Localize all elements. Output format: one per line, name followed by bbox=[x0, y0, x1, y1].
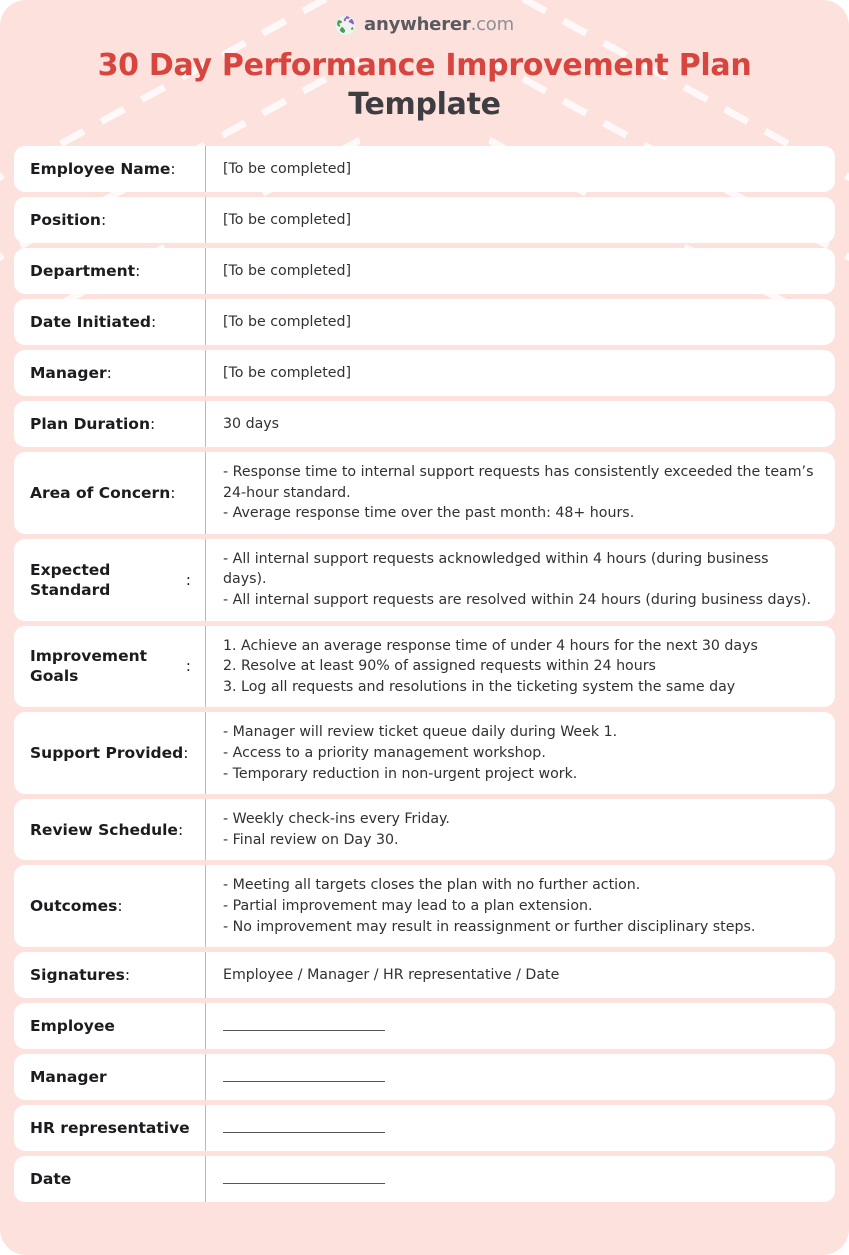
table-row bbox=[14, 1156, 835, 1202]
row-value[interactable] bbox=[206, 1156, 835, 1202]
row-label-text: Expected Standard bbox=[30, 560, 111, 599]
row-value-line: [To be completed] bbox=[223, 160, 352, 177]
row-label bbox=[14, 146, 205, 192]
site-logo[interactable] bbox=[0, 0, 849, 35]
row-label bbox=[14, 1105, 205, 1151]
row-label-text: HR representative bbox=[30, 1119, 190, 1138]
row-label-text: Signatures bbox=[30, 966, 125, 985]
row-value-line: - All internal support requests acknowledged within 4 hours (during business days). bbox=[223, 550, 769, 588]
signature-blank-line[interactable] bbox=[223, 1081, 385, 1082]
brand-name: anywherer bbox=[364, 14, 471, 35]
table-row bbox=[14, 952, 835, 998]
row-label bbox=[14, 626, 205, 708]
row-label bbox=[14, 799, 205, 860]
row-label-colon: : bbox=[106, 363, 112, 382]
row-label-text: Position bbox=[30, 210, 101, 229]
row-label-text: Outcomes bbox=[30, 897, 118, 916]
row-label bbox=[14, 350, 205, 396]
row-value[interactable] bbox=[206, 299, 835, 345]
row-value-line: 2. Resolve at least 90% of assigned requests within 24 hours bbox=[223, 658, 656, 675]
row-label-text: Improvement Goals bbox=[30, 647, 148, 686]
row-label bbox=[14, 1054, 205, 1100]
row-value-line: - All internal support requests are resolved within 24 hours (during business days). bbox=[223, 591, 812, 608]
table-row bbox=[14, 799, 835, 860]
row-label-colon: : bbox=[135, 261, 141, 280]
row-value-line: - Response time to internal support requests has consistently exceeded the team’s 24-hour standard. bbox=[223, 464, 814, 501]
row-label bbox=[14, 401, 205, 447]
table-row bbox=[14, 626, 835, 708]
row-label bbox=[14, 248, 205, 294]
row-value[interactable] bbox=[206, 350, 835, 396]
row-value[interactable] bbox=[206, 1003, 835, 1049]
row-label-colon: : bbox=[117, 897, 123, 916]
row-value-line: 1. Achieve an average response time of under 4 hours for the next 30 days bbox=[223, 637, 758, 654]
row-value[interactable] bbox=[206, 865, 835, 947]
row-label-colon: : bbox=[170, 159, 176, 178]
row-value[interactable] bbox=[206, 452, 835, 534]
row-label-colon: : bbox=[124, 966, 131, 985]
row-label-colon: : bbox=[150, 312, 157, 331]
row-label bbox=[14, 539, 205, 621]
row-label-text: Manager bbox=[30, 363, 107, 382]
row-label bbox=[14, 1156, 205, 1202]
row-value[interactable] bbox=[206, 952, 835, 998]
row-value-line: - Average response time over the past month: 48+ hours. bbox=[223, 505, 635, 522]
row-label bbox=[14, 197, 205, 243]
row-label bbox=[14, 299, 205, 345]
row-value[interactable] bbox=[206, 146, 835, 192]
signature-blank-line[interactable] bbox=[223, 1183, 385, 1184]
globe-icon bbox=[335, 15, 356, 36]
row-label-text: Manager bbox=[30, 1068, 107, 1087]
row-label-text: Review Schedule bbox=[30, 820, 178, 839]
row-label-colon: : bbox=[177, 820, 184, 839]
page-title-plain: Template bbox=[348, 87, 501, 122]
row-value[interactable] bbox=[206, 799, 835, 860]
row-value-line: [To be completed] bbox=[223, 262, 352, 279]
row-value[interactable] bbox=[206, 197, 835, 243]
table-row bbox=[14, 401, 835, 447]
row-label bbox=[14, 1003, 205, 1049]
row-label-colon: : bbox=[183, 744, 189, 763]
row-label-colon: : bbox=[149, 414, 156, 433]
row-label bbox=[14, 952, 205, 998]
row-value-line: - Temporary reduction in non-urgent project work. bbox=[223, 765, 578, 782]
table-row bbox=[14, 1105, 835, 1151]
table-row bbox=[14, 299, 835, 345]
row-value-line: - Manager will review ticket queue daily during Week 1. bbox=[223, 724, 618, 741]
table-row bbox=[14, 146, 835, 192]
row-label-text: Date Initiated bbox=[30, 312, 151, 331]
template-table bbox=[14, 146, 835, 1202]
row-label bbox=[14, 712, 205, 794]
row-value-line: - No improvement may result in reassignment or further disciplinary steps. bbox=[223, 918, 756, 935]
row-label-colon: : bbox=[185, 657, 191, 676]
row-label-text: Department bbox=[30, 261, 136, 280]
row-label-colon: : bbox=[170, 483, 176, 502]
row-value[interactable] bbox=[206, 1054, 835, 1100]
row-value-line: 3. Log all requests and resolutions in the ticketing system the same day bbox=[223, 678, 736, 695]
row-label-colon: : bbox=[185, 570, 191, 589]
row-value[interactable] bbox=[206, 626, 835, 708]
row-value-line: - Weekly check-ins every Friday. bbox=[223, 811, 450, 828]
table-row bbox=[14, 712, 835, 794]
row-label bbox=[14, 452, 205, 534]
signature-blank-line[interactable] bbox=[223, 1030, 385, 1031]
table-row bbox=[14, 865, 835, 947]
table-row bbox=[14, 350, 835, 396]
table-row bbox=[14, 1054, 835, 1100]
brand-text bbox=[364, 16, 514, 34]
row-value[interactable] bbox=[206, 712, 835, 794]
table-row bbox=[14, 539, 835, 621]
page-title bbox=[70, 46, 779, 124]
signature-blank-line[interactable] bbox=[223, 1132, 385, 1133]
row-label-text: Employee bbox=[30, 1017, 115, 1036]
row-value[interactable] bbox=[206, 401, 835, 447]
row-label-text: Date bbox=[30, 1170, 72, 1189]
table-row bbox=[14, 248, 835, 294]
row-value-line: - Access to a priority management workshop. bbox=[223, 744, 546, 761]
brand-tld: .com bbox=[470, 14, 514, 35]
row-value-line: 30 days bbox=[223, 415, 280, 432]
row-value-line: - Final review on Day 30. bbox=[223, 831, 399, 848]
row-value-line: - Meeting all targets closes the plan with no further action. bbox=[223, 877, 641, 894]
row-value-line: [To be completed] bbox=[223, 211, 352, 228]
row-label-text: Support Provided bbox=[30, 744, 184, 763]
row-label-colon: : bbox=[100, 210, 107, 229]
row-value[interactable] bbox=[206, 248, 835, 294]
row-value-line: [To be completed] bbox=[223, 313, 352, 330]
row-label-text: Employee Name bbox=[30, 159, 171, 178]
table-row bbox=[14, 452, 835, 534]
row-label-text: Area of Concern bbox=[30, 483, 171, 502]
row-value[interactable] bbox=[206, 539, 835, 621]
table-row bbox=[14, 1003, 835, 1049]
page-title-highlight: 30 Day Performance Improvement Plan bbox=[97, 48, 752, 83]
row-label-text: Plan Duration bbox=[30, 414, 150, 433]
table-row bbox=[14, 197, 835, 243]
row-value-line: [To be completed] bbox=[223, 364, 352, 381]
row-label bbox=[14, 865, 205, 947]
row-value[interactable] bbox=[206, 1105, 835, 1151]
row-value-line: - Partial improvement may lead to a plan extension. bbox=[223, 897, 593, 914]
row-value-line: Employee / Manager / HR representative / Date bbox=[223, 966, 560, 983]
